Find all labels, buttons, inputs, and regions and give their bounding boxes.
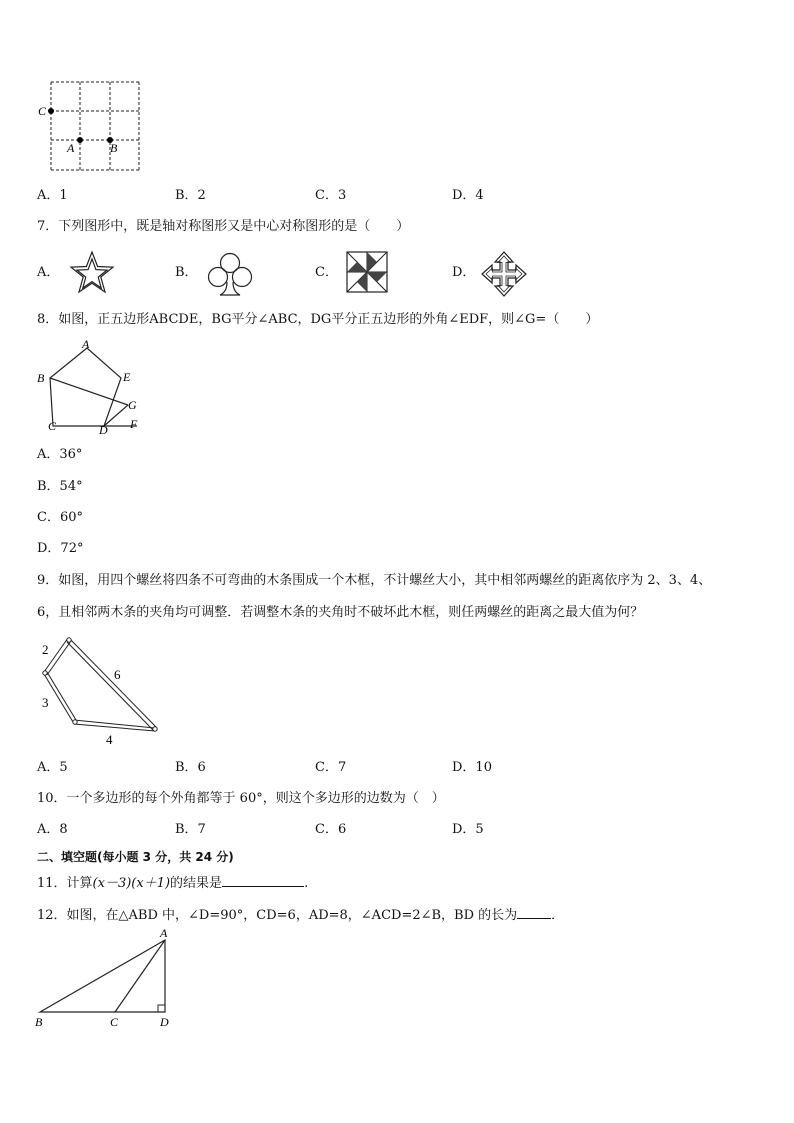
- q9-wood-frame-figure: [30, 632, 170, 747]
- q11-end: .: [304, 876, 309, 891]
- point-c: [48, 108, 54, 114]
- label-side-6: 6: [114, 667, 121, 682]
- q12-end: ．: [551, 908, 565, 923]
- point-a: [77, 137, 83, 143]
- q6-option-b[interactable]: B．2: [175, 188, 206, 203]
- q12-triangle-figure: [30, 925, 180, 1033]
- label-c: C: [48, 419, 57, 433]
- q10-option-b[interactable]: B．7: [175, 822, 206, 837]
- q12-stem: 12．如图，在△ABD 中，∠D=90°，CD=6，AD=8，∠ACD=2∠B，BD 的长为: [37, 908, 518, 923]
- label-side-2: 2: [42, 642, 49, 657]
- label-e: E: [123, 370, 131, 384]
- q10-stem: 10．一个多边形的每个外角都等于 60°，则这个多边形的边数为（ ）: [37, 791, 445, 806]
- q7-stem: 7．下列图形中，既是轴对称图形又是中心对称图形的是（ ）: [37, 219, 410, 234]
- q11-prefix: 11．计算: [37, 876, 93, 891]
- q8-option-a[interactable]: A．36°: [37, 447, 83, 462]
- section-heading: 二、填空题(每小题 3 分，共 24 分): [37, 850, 234, 864]
- q12-answer-blank[interactable]: [517, 906, 551, 919]
- q8-stem: 8．如图，正五边形ABCDE，BG平分∠ABC，DG平分正五边形的外角∠EDF，则∠G=（ ）: [37, 312, 599, 327]
- q7-option-a-label[interactable]: A．: [37, 265, 60, 280]
- q8-option-c[interactable]: C．60°: [37, 510, 83, 525]
- q11-expression: (x－3)(x＋1): [92, 876, 171, 891]
- label-f: F: [130, 417, 138, 431]
- q11-suffix: 的结果是: [170, 876, 223, 891]
- q6-grid-figure: [30, 76, 150, 176]
- label-b: B: [37, 371, 45, 385]
- label-a: A: [67, 141, 75, 155]
- q6-option-a[interactable]: A．1: [37, 188, 68, 203]
- q6-option-c[interactable]: C．3: [315, 188, 347, 203]
- q9-stem-line2: 6，且相邻两木条的夹角均可调整．若调整木条的夹角时不破坏此木框，则任两螺丝的距离之最大值为何？: [37, 605, 644, 620]
- q11-line: [37, 874, 308, 892]
- q7-option-b-label[interactable]: B．: [175, 265, 198, 280]
- label-side-3: 3: [42, 695, 49, 710]
- label-b: B: [35, 1015, 43, 1029]
- q8-option-d[interactable]: D．72°: [37, 541, 84, 556]
- q7-option-d-label[interactable]: D．: [452, 265, 476, 280]
- q9-option-b[interactable]: B．6: [175, 760, 206, 775]
- q12-line: [37, 906, 564, 924]
- q11-answer-blank[interactable]: [222, 874, 304, 887]
- label-c: C: [110, 1015, 119, 1029]
- q8-pentagon-figure: [30, 338, 150, 438]
- q10-option-c[interactable]: C．6: [315, 822, 347, 837]
- q10-option-d[interactable]: D．5: [452, 822, 484, 837]
- label-b: B: [110, 141, 118, 155]
- pinwheel-icon[interactable]: [345, 250, 389, 294]
- label-a: A: [82, 338, 90, 351]
- q7-option-c-label[interactable]: C．: [315, 265, 338, 280]
- label-d: D: [160, 1015, 169, 1029]
- label-a: A: [160, 926, 168, 940]
- q9-option-d[interactable]: D．10: [452, 760, 492, 775]
- label-g: G: [128, 398, 137, 412]
- q8-option-b[interactable]: B．54°: [37, 479, 83, 494]
- label-c: C: [38, 104, 47, 118]
- q9-option-c[interactable]: C．7: [315, 760, 347, 775]
- club-icon[interactable]: [205, 250, 255, 298]
- q6-option-d[interactable]: D．4: [452, 188, 484, 203]
- q9-stem-line1: 9．如图，用四个螺丝将四条不可弯曲的木条围成一个木框，不计螺丝大小，其中相邻两螺丝的距离依序为 2、3、4、: [37, 573, 712, 588]
- label-d: D: [99, 423, 108, 437]
- double-star-icon[interactable]: [68, 250, 116, 294]
- q10-option-a[interactable]: A．8: [37, 822, 68, 837]
- q9-option-a[interactable]: A．5: [37, 760, 68, 775]
- label-side-4: 4: [106, 732, 113, 747]
- four-arrows-icon[interactable]: [480, 250, 528, 298]
